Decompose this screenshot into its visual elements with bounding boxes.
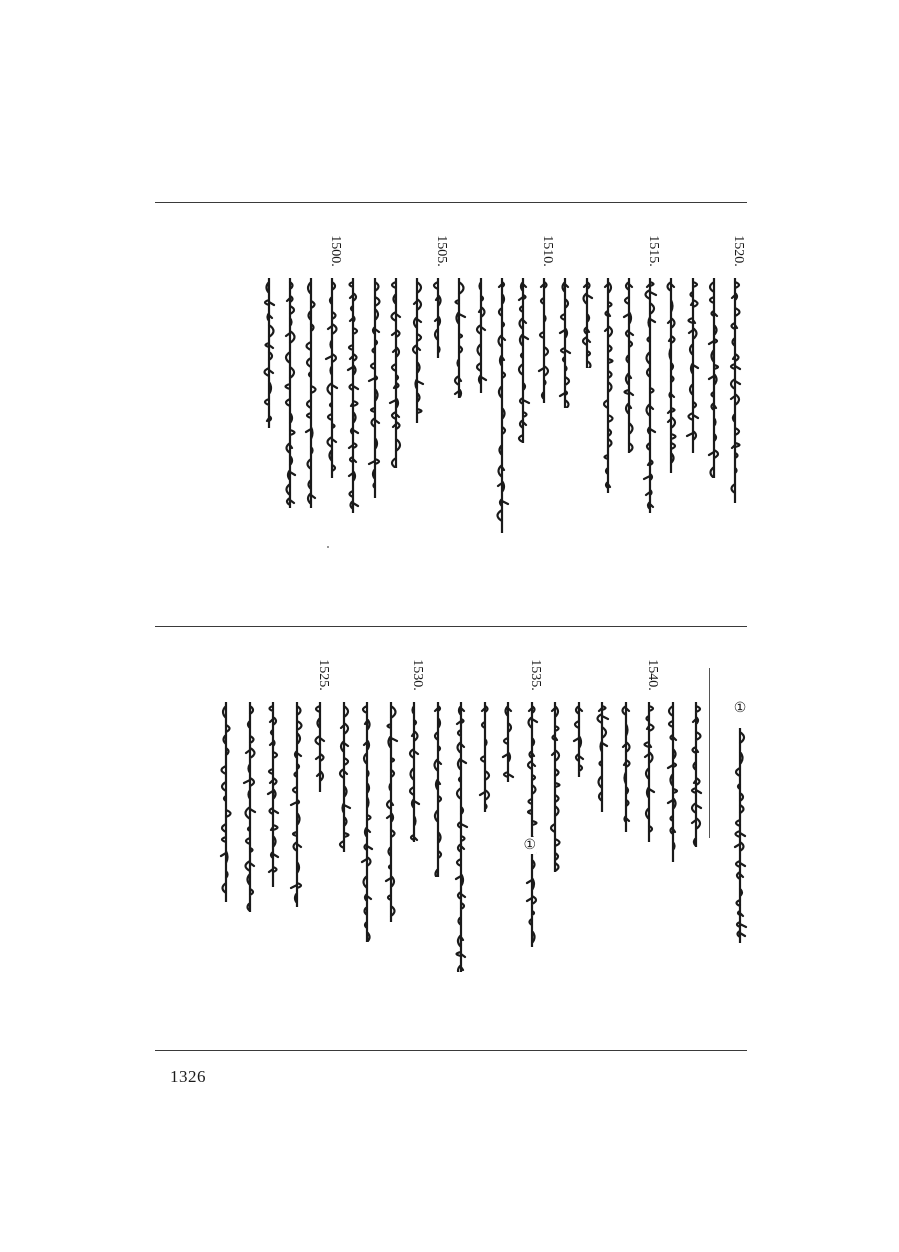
scan-speck — [327, 546, 329, 548]
mongolian-script-text — [403, 702, 412, 842]
mongolian-script-text — [497, 702, 506, 782]
mongolian-script-text — [215, 702, 224, 902]
mongolian-script-text — [568, 702, 577, 777]
footnote-separator — [709, 668, 710, 838]
verse-line — [472, 660, 498, 810]
line-number: 1535. — [527, 659, 543, 691]
mongolian-script-text — [309, 702, 318, 792]
line-number: 1510. — [539, 235, 555, 267]
line-number: 1540. — [644, 659, 660, 691]
bottom-rule — [155, 1050, 747, 1051]
page-number: 1326 — [170, 1067, 206, 1086]
verse-line — [589, 660, 615, 810]
mongolian-script-text — [544, 702, 553, 872]
mongolian-script-text — [239, 702, 248, 912]
line-number: 1500. — [327, 235, 343, 267]
mongolian-script-text — [356, 702, 365, 942]
mongolian-script-text — [521, 702, 530, 947]
mongolian-script-text — [638, 702, 647, 842]
top-rule — [155, 202, 747, 203]
mongolian-script-text — [258, 278, 267, 428]
verse-line — [683, 660, 709, 845]
verse-line — [495, 660, 521, 780]
verse-line — [307, 660, 333, 790]
mongolian-script-text — [729, 728, 738, 943]
middle-rule — [155, 626, 747, 627]
mongolian-script-text — [427, 702, 436, 877]
verse-line — [284, 660, 310, 905]
verse-line — [213, 660, 239, 900]
line-number: 1515. — [645, 235, 661, 267]
footnote-marker: ① — [523, 838, 537, 853]
mongolian-script-text — [591, 702, 600, 812]
line-number: 1525. — [315, 659, 331, 691]
footnote-number: ① — [733, 701, 747, 716]
mongolian-script-text — [286, 702, 295, 907]
footnote — [727, 694, 753, 949]
verse-line — [378, 660, 404, 920]
mongolian-script-text — [262, 702, 271, 887]
mongolian-script-text — [380, 702, 389, 922]
verse-line — [425, 660, 451, 875]
verse-line — [401, 660, 427, 840]
verse-line — [448, 660, 474, 970]
verse-line — [542, 660, 568, 870]
mongolian-script-text — [615, 702, 624, 832]
mongolian-script-text — [662, 702, 671, 862]
mongolian-script-text — [333, 702, 342, 852]
verse-line — [636, 660, 662, 840]
verse-line — [566, 660, 592, 775]
mongolian-script-text — [450, 702, 459, 972]
verse-line — [354, 660, 380, 940]
line-number: 1505. — [433, 235, 449, 267]
verse-line — [256, 236, 282, 426]
verse-line — [237, 660, 263, 910]
verse-line — [519, 660, 545, 945]
line-number: 1530. — [409, 659, 425, 691]
mongolian-script-text — [685, 702, 694, 847]
line-number: 1520. — [730, 235, 746, 267]
verse-line — [613, 660, 639, 830]
mongolian-script-text — [474, 702, 483, 812]
verse-line — [260, 660, 286, 885]
